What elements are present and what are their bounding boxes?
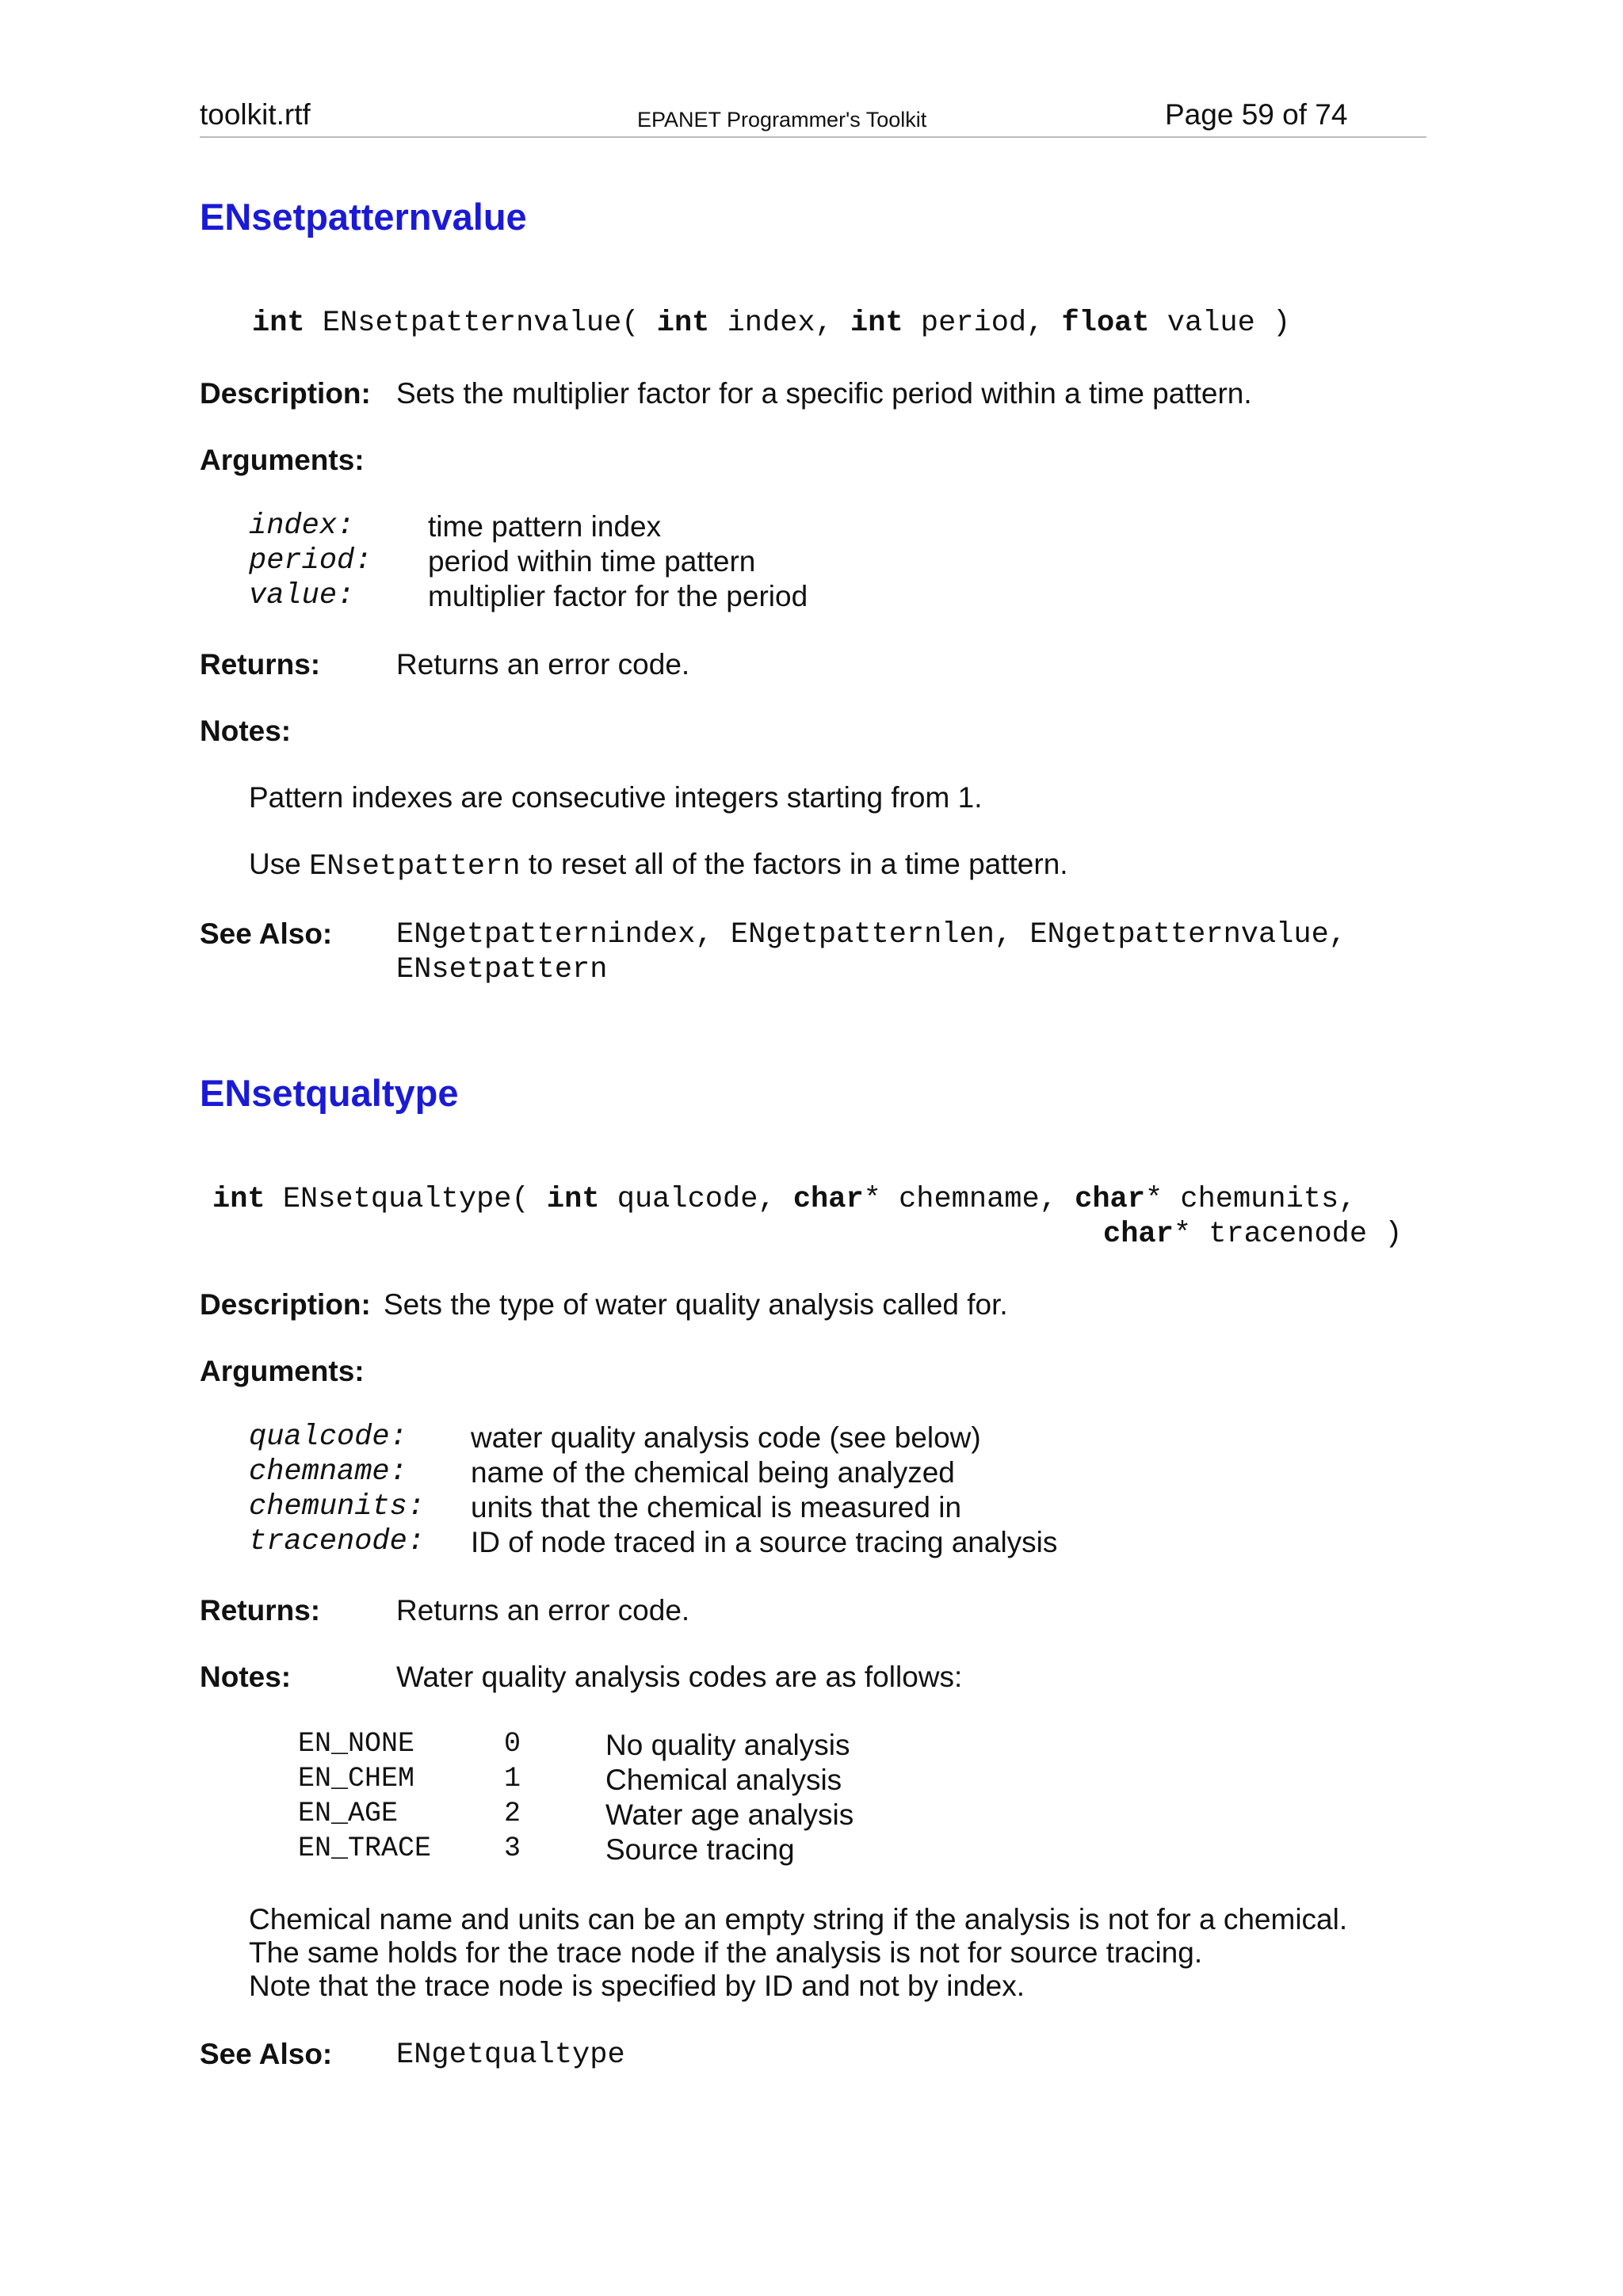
signature-param-name: qualcode, [617, 1183, 776, 1216]
quality-code-name: EN_NONE [298, 1728, 415, 1760]
header-page-number: Page 59 of 74 [1165, 98, 1348, 131]
function-title-ensetqualtype: ENsetqualtype [200, 1072, 459, 1114]
note-text: Chemical name and units can be an empty string if the analysis is not for a chemical. [249, 1903, 1348, 1936]
signature-param-type: char [792, 1183, 864, 1216]
signature-param-name: * chemunits, [1144, 1183, 1357, 1216]
quality-code-name: EN_CHEM [298, 1763, 415, 1794]
function-title-ensetpatternvalue: ENsetpatternvalue [200, 196, 527, 238]
see-also-label: See Also: [200, 2038, 333, 2070]
note-suffix: to reset all of the factors in a time pattern. [528, 848, 1068, 880]
signature-param-name: * chemname, [863, 1183, 1057, 1216]
quality-code-value: 3 [504, 1833, 521, 1864]
returns-label: Returns: [200, 1594, 321, 1627]
argument-name: chemunits: [249, 1490, 426, 1524]
header-doc-title: EPANET Programmer's Toolkit [637, 108, 927, 132]
signature-param-type: char [1103, 1218, 1174, 1251]
description-text: Sets the multiplier factor for a specific period within a time pattern. [396, 377, 1252, 410]
signature-param-name: index, [727, 307, 833, 340]
signature-param-type: char [1075, 1183, 1145, 1216]
argument-description: name of the chemical being analyzed [471, 1456, 955, 1489]
signature-param-type: float [1061, 307, 1150, 340]
note-text: The same holds for the trace node if the analysis is not for source tracing. [249, 1936, 1203, 1969]
returns-text: Returns an error code. [396, 648, 690, 681]
see-also-label: See Also: [200, 917, 333, 950]
signature-return-type: int [252, 307, 305, 340]
function-signature-continuation [1103, 1220, 1402, 1249]
quality-code-value: 0 [504, 1728, 521, 1760]
argument-description: ID of node traced in a source tracing analysis [471, 1526, 1058, 1558]
quality-code-description: Chemical analysis [605, 1764, 842, 1796]
argument-description: units that the chemical is measured in [471, 1491, 962, 1524]
description-label: Description: [200, 377, 371, 410]
signature-return-type: int [212, 1183, 265, 1216]
returns-text: Returns an error code. [396, 1594, 690, 1627]
notes-label: Notes: [200, 715, 292, 747]
signature-function-name: ENsetpatternvalue( [322, 307, 640, 340]
page-header [200, 98, 1426, 138]
signature-param-name: * tracenode ) [1173, 1218, 1403, 1251]
see-also-list: ENgetpatternindex, ENgetpatternlen, ENgetpatternvalue, [396, 918, 1346, 952]
returns-label: Returns: [200, 648, 321, 681]
quality-code-name: EN_TRACE [298, 1833, 432, 1864]
argument-name: qualcode: [249, 1421, 407, 1454]
function-signature [212, 1185, 1356, 1215]
function-signature [252, 309, 1290, 338]
note-code-reference: ENsetpattern [309, 850, 521, 883]
signature-param-type: int [546, 1183, 600, 1216]
argument-name: tracenode: [249, 1525, 426, 1558]
header-filename: toolkit.rtf [200, 98, 311, 131]
argument-name: value: [249, 579, 355, 612]
argument-name: index: [249, 509, 355, 543]
argument-name: chemname: [249, 1455, 407, 1489]
note-text: Pattern indexes are consecutive integers starting from 1. [249, 781, 983, 814]
notes-label: Notes: [200, 1661, 292, 1693]
signature-param-name: value ) [1167, 307, 1291, 340]
quality-code-value: 1 [504, 1763, 521, 1794]
note-text: Note that the trace node is specified by ID and not by index. [249, 1970, 1025, 2002]
description-text: Sets the type of water quality analysis called for. [384, 1288, 1008, 1321]
note-text [249, 849, 1068, 882]
argument-description: water quality analysis code (see below) [471, 1421, 981, 1454]
argument-description: period within time pattern [428, 545, 756, 578]
argument-description: time pattern index [428, 510, 662, 543]
quality-code-description: No quality analysis [605, 1729, 850, 1761]
see-also-list: ENsetpattern [396, 953, 608, 986]
notes-intro-text: Water quality analysis codes are as follows: [396, 1661, 963, 1693]
arguments-label: Arguments: [200, 1355, 365, 1387]
signature-param-name: period, [920, 307, 1044, 340]
see-also-list: ENgetqualtype [396, 2039, 625, 2072]
quality-code-value: 2 [504, 1798, 521, 1829]
arguments-label: Arguments: [200, 444, 365, 476]
signature-function-name: ENsetqualtype( [282, 1183, 529, 1216]
signature-param-type: int [850, 307, 903, 340]
argument-description: multiplier factor for the period [428, 580, 808, 612]
argument-name: period: [249, 544, 372, 578]
signature-param-type: int [656, 307, 710, 340]
quality-code-description: Source tracing [605, 1833, 795, 1866]
quality-code-description: Water age analysis [605, 1798, 854, 1831]
quality-code-name: EN_AGE [298, 1798, 399, 1829]
description-label: Description: [200, 1288, 371, 1321]
note-prefix: Use [249, 848, 301, 880]
